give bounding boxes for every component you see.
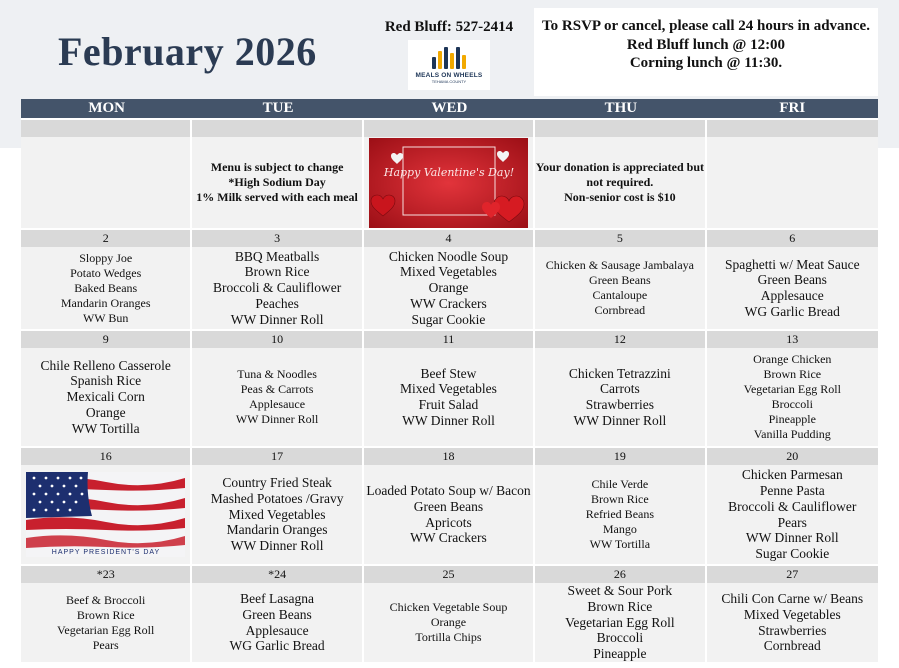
menu-item: Mixed Vegetables	[400, 381, 497, 397]
menu-item: Beef Lasagna	[240, 591, 314, 607]
meal-cell	[707, 465, 878, 564]
menu-item: Orange Chicken	[753, 352, 832, 366]
weekday-header: MON	[21, 99, 192, 118]
date-number: 25	[364, 564, 535, 583]
note-line: Your donation is appreciated but not required.	[535, 160, 704, 189]
menu-item: WW Dinner Roll	[230, 538, 324, 554]
date-row	[21, 446, 878, 465]
menu-item: Chile Relleno Casserole	[40, 357, 171, 373]
menu-item: WW Dinner Roll	[230, 311, 324, 327]
date-number: 5	[535, 228, 706, 247]
menu-item: Mandarin Oranges	[226, 522, 328, 538]
menu-item: Baked Beans	[74, 280, 138, 295]
date-row	[21, 329, 878, 348]
date-number: 6	[707, 228, 878, 247]
date-number: 27	[707, 564, 878, 583]
menu-item: Chicken & Sausage Jambalaya	[545, 258, 695, 272]
menu-item: Mexicali Corn	[66, 389, 145, 405]
menu-item: WW Dinner Roll	[573, 412, 667, 428]
note-cell-empty	[21, 137, 192, 228]
menu-item: Orange	[85, 404, 126, 420]
menu-item: Broccoli & Cauliflower	[728, 498, 857, 514]
menu-item: Peas & Carrots	[240, 382, 314, 396]
date-row	[21, 118, 878, 137]
menu-item: WW Crackers	[410, 295, 487, 311]
menu-item: Broccoli & Cauliflower	[212, 280, 342, 296]
date-number: 17	[192, 446, 363, 465]
note-line: Non-senior cost is $10	[564, 190, 676, 204]
menu-item: Beef & Broccoli	[66, 592, 146, 607]
date-number: 20	[707, 446, 878, 465]
menu-item: Broccoli	[771, 397, 813, 411]
meal-cell	[21, 583, 192, 662]
menu-item: Peaches	[255, 295, 299, 311]
date-number: 3	[192, 228, 363, 247]
rsvp-line: To RSVP or cancel, please call 24 hours in advance.	[542, 18, 870, 34]
menu-item: Chicken Noodle Soup	[388, 248, 509, 264]
menu-item: Sloppy Joe	[79, 250, 133, 265]
menu-item: Penne Pasta	[759, 483, 825, 499]
menu-item: Green Beans	[242, 606, 312, 622]
weekday-header: WED	[364, 99, 535, 118]
logo-subtext: TEHAMA COUNTY	[431, 78, 467, 84]
note-line: Menu is subject to change	[210, 160, 344, 174]
meal-cell	[707, 583, 878, 662]
date-number: 2	[21, 228, 192, 247]
weekday-header: THU	[535, 99, 706, 118]
menu-item: Brown Rice	[244, 264, 310, 280]
menu-item: Chicken Vegetable Soup	[389, 600, 508, 614]
phone-number: Red Bluff: 527-2414	[384, 19, 514, 35]
menu-item: Vegetarian Egg Roll	[743, 382, 841, 396]
menu-item: Mashed Potatoes /Gravy	[210, 490, 344, 506]
logo-text: MEALS ON WHEELS	[415, 71, 483, 79]
presidents-day-banner-text: HAPPY PRESIDENT'S DAY	[51, 549, 161, 556]
menu-item: Beef Stew	[420, 365, 477, 381]
date-number: 13	[707, 329, 878, 348]
menu-item: Strawberries	[585, 397, 654, 412]
note-cell-empty	[707, 137, 878, 228]
meal-row	[21, 583, 878, 662]
menu-item: WG Garlic Bread	[744, 303, 840, 319]
menu-item: Mixed Vegetables	[228, 506, 326, 522]
meal-row	[21, 465, 878, 564]
meal-cell	[535, 583, 706, 662]
date-row	[21, 228, 878, 247]
menu-item: Chili Con Carne w/ Beans	[721, 591, 864, 607]
menu-item: Chicken Parmesan	[741, 467, 843, 483]
menu-item: Brown Rice	[76, 607, 135, 622]
menu-item: Mixed Vegetables	[743, 606, 841, 622]
meal-cell	[535, 348, 706, 446]
menu-item: Mixed Vegetables	[400, 264, 497, 280]
menu-item: WW Crackers	[410, 530, 487, 546]
menu-item: WW Dinner Roll	[402, 412, 495, 428]
menu-item: Cornbread	[763, 638, 821, 654]
menu-item: Tuna & Noodles	[237, 367, 317, 381]
menu-item: Chile Verde	[591, 477, 649, 491]
menu-item: BBQ Meatballs	[234, 248, 320, 264]
menu-item: Vegetarian Egg Roll	[565, 614, 675, 630]
date-number: 11	[364, 329, 535, 348]
rsvp-info	[534, 8, 878, 96]
date-number: *24	[192, 564, 363, 583]
menu-item: Brown Rice	[763, 367, 822, 381]
weekday-header-row	[21, 99, 878, 118]
menu-item: Spanish Rice	[70, 373, 142, 389]
note-line: 1% Milk served with each meal	[196, 190, 358, 204]
menu-item: Applesauce	[249, 397, 306, 411]
menu-item: Applesauce	[245, 622, 309, 638]
meal-cell	[192, 465, 363, 564]
menu-item: Orange	[428, 280, 469, 296]
date-cell	[535, 118, 706, 137]
meal-cell	[364, 247, 535, 329]
date-row	[21, 564, 878, 583]
menu-item: Spaghetti w/ Meat Sauce	[724, 256, 860, 272]
meal-cell	[707, 348, 878, 446]
menu-item: WG Garlic Bread	[229, 638, 325, 654]
menu-item: Strawberries	[758, 622, 827, 638]
menu-item: Green Beans	[589, 273, 651, 287]
meal-cell	[364, 583, 535, 662]
menu-item: WW Tortilla	[589, 537, 651, 551]
page-title: February 2026	[58, 29, 317, 74]
menu-item: Sugar Cookie	[755, 545, 830, 561]
date-cell	[21, 118, 192, 137]
menu-item: Pears	[777, 514, 807, 530]
menu-item: Sugar Cookie	[411, 311, 486, 327]
menu-notice	[192, 137, 363, 228]
menu-item: Mandarin Oranges	[60, 295, 151, 310]
weekday-header: TUE	[192, 99, 363, 118]
menu-item: Orange	[430, 615, 467, 629]
menu-item: Carrots	[599, 381, 640, 397]
menu-item: Fruit Salad	[418, 397, 479, 412]
menu-item: Vanilla Pudding	[753, 427, 831, 441]
menu-item: WW Dinner Roll	[235, 412, 319, 426]
menu-item: Cantaloupe	[592, 288, 648, 302]
meal-cell	[707, 247, 878, 329]
date-cell	[707, 118, 878, 137]
date-cell	[364, 118, 535, 137]
menu-item: Potato Wedges	[70, 265, 142, 280]
presidents-day-flag-image	[26, 472, 185, 557]
date-number: 10	[192, 329, 363, 348]
meal-cell	[535, 247, 706, 329]
date-number: 19	[535, 446, 706, 465]
valentine-cell	[364, 137, 535, 228]
menu-item: Broccoli	[596, 630, 644, 646]
menu-item: Country Fried Steak	[222, 475, 332, 491]
date-cell	[192, 118, 363, 137]
menu-item: WW Dinner Roll	[745, 530, 839, 546]
note-line: *High Sodium Day	[228, 175, 326, 189]
meal-cell	[21, 348, 192, 446]
menu-item: Refried Beans	[585, 507, 655, 521]
menu-item: Green Beans	[413, 498, 484, 514]
meal-cell	[192, 247, 363, 329]
presidents-day-cell	[21, 465, 192, 564]
menu-item: Tortilla Chips	[415, 630, 482, 644]
rsvp-line: Corning lunch @ 11:30.	[629, 55, 783, 71]
menu-item: Brown Rice	[587, 598, 653, 614]
weekday-header: FRI	[707, 99, 878, 118]
date-number: *23	[21, 564, 192, 583]
meal-cell	[192, 583, 363, 662]
meal-row	[21, 348, 878, 446]
valentine-card-text: Happy Valentine's Day!	[383, 165, 515, 179]
meal-row	[21, 247, 878, 329]
valentine-card-image	[369, 138, 528, 228]
notes-row	[21, 137, 878, 228]
date-number: 4	[364, 228, 535, 247]
date-number: 12	[535, 329, 706, 348]
meal-cell	[192, 348, 363, 446]
menu-item: Vegetarian Egg Roll	[57, 622, 155, 637]
date-number: 9	[21, 329, 192, 348]
calendar-grid	[21, 99, 878, 662]
date-number: 26	[535, 564, 706, 583]
menu-item: WW Tortilla	[71, 420, 140, 436]
meals-on-wheels-logo	[408, 40, 490, 90]
menu-item: WW Bun	[82, 310, 129, 325]
menu-item: Pineapple	[768, 412, 816, 426]
menu-item: Apricots	[425, 514, 472, 530]
meal-cell	[364, 465, 535, 564]
menu-item: Brown Rice	[591, 492, 649, 506]
date-number: 16	[21, 446, 192, 465]
rsvp-line: Red Bluff lunch @ 12:00	[626, 36, 786, 53]
menu-item: Sweet & Sour Pork	[567, 583, 673, 599]
menu-item: Pineapple	[593, 646, 647, 662]
menu-item: Loaded Potato Soup w/ Bacon	[366, 483, 531, 499]
donation-notice	[535, 137, 706, 228]
meal-cell	[364, 348, 535, 446]
menu-item: Pears	[92, 637, 119, 652]
date-number: 18	[364, 446, 535, 465]
menu-item: Applesauce	[760, 288, 824, 303]
meal-cell	[21, 247, 192, 329]
logo-icon	[432, 47, 466, 69]
menu-item: Mango	[602, 522, 637, 536]
meal-cell	[535, 465, 706, 564]
menu-item: Green Beans	[757, 272, 827, 288]
menu-item: Cornbread	[594, 303, 646, 317]
menu-item: Chicken Tetrazzini	[568, 365, 671, 381]
